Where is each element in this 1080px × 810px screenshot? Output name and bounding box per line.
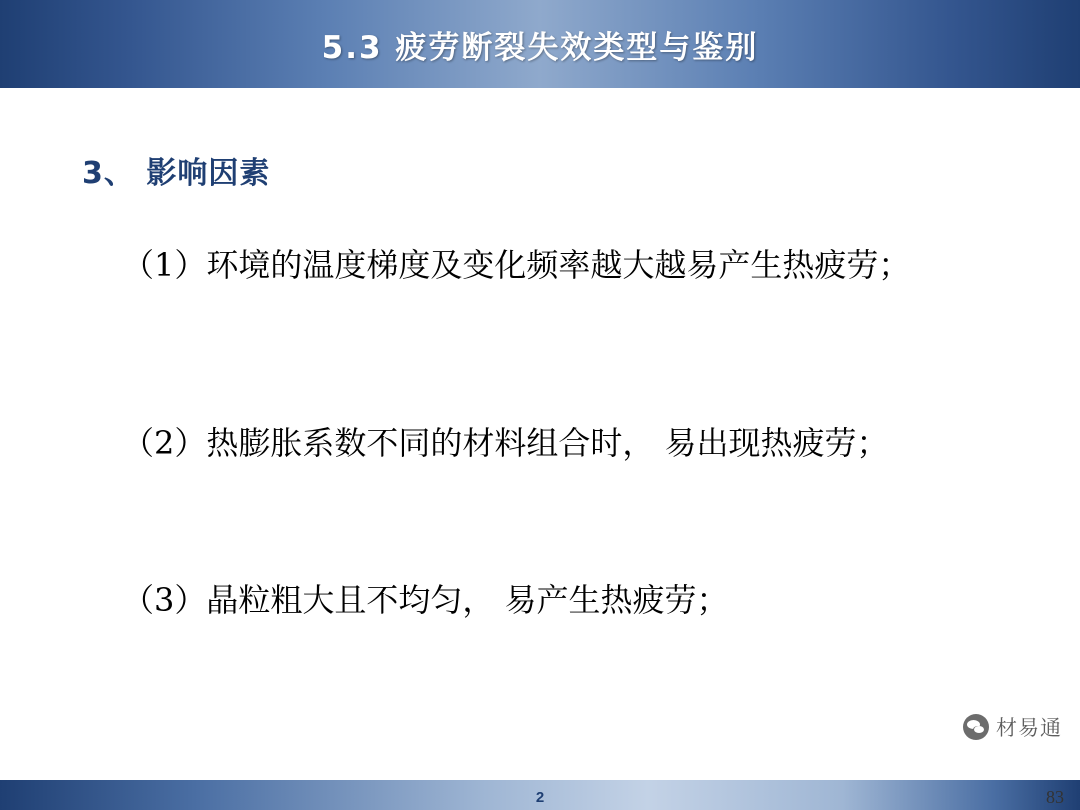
section-heading: 3、 影响因素 <box>82 156 271 191</box>
page-number: 2 <box>535 789 545 806</box>
slide-header <box>0 0 1080 91</box>
slide-title: 5.3 疲劳断裂失效类型与鉴别 <box>321 29 759 66</box>
slide-body <box>0 88 1080 780</box>
body-paragraph: （3）晶粒粗大且不均匀， 易产生热疲劳； <box>122 581 729 619</box>
watermark <box>963 712 1062 742</box>
total-page-count: 83 <box>1046 787 1064 807</box>
wechat-icon <box>963 714 989 740</box>
watermark-label: 材易通 <box>996 716 1062 740</box>
body-paragraph: （2）热膨胀系数不同的材料组合时， 易出现热疲劳； <box>122 424 889 462</box>
body-paragraph: （1）环境的温度梯度及变化频率越大越易产生热疲劳； <box>122 246 911 284</box>
